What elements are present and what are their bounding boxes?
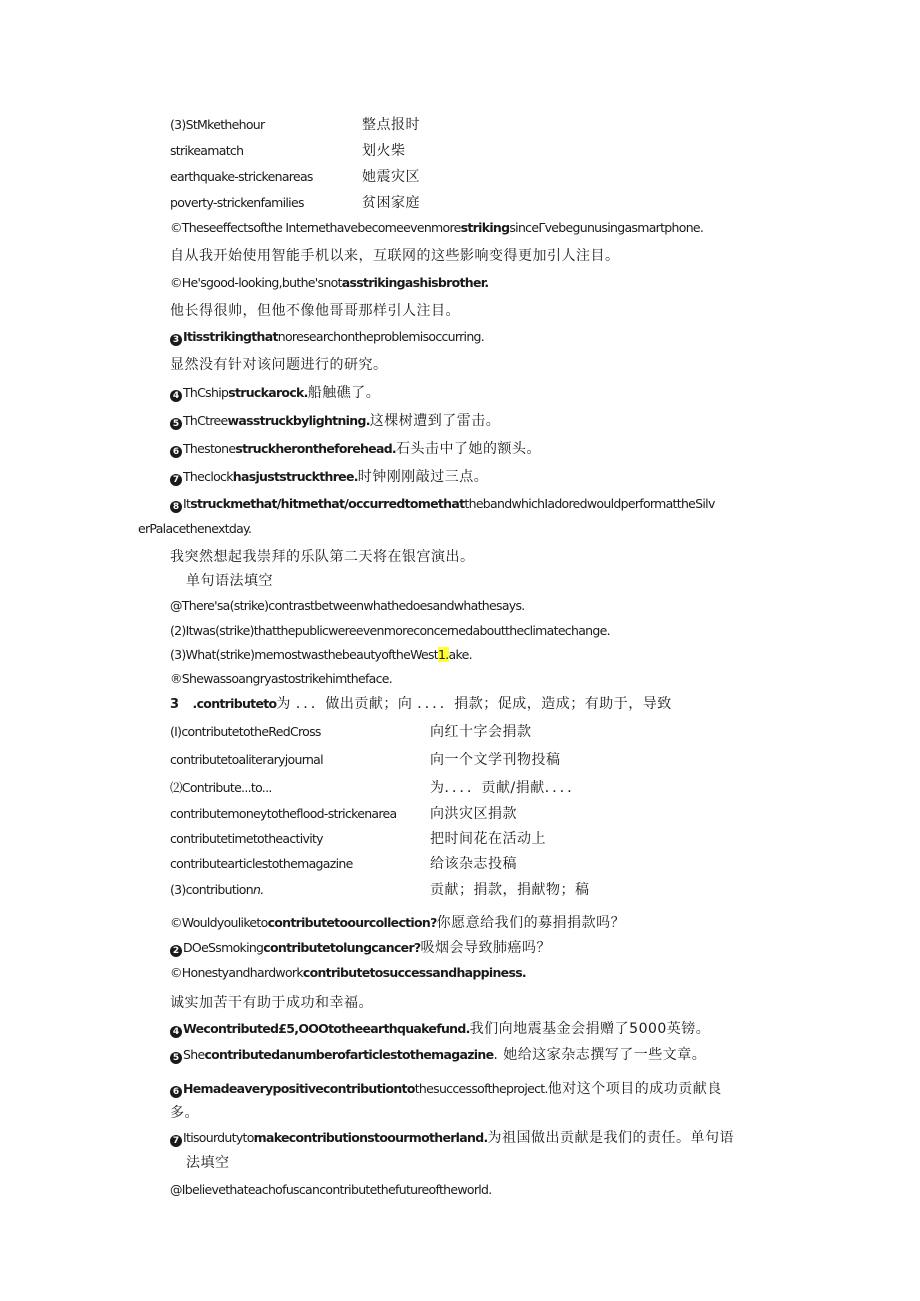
highlight: 1. [438, 647, 449, 662]
example-translation: 我突然想起我崇拜的乐队第二天将在银宫演出。 [170, 549, 475, 565]
example-sentence: 4 ThCshipstruckarock.船触礁了。 [170, 383, 380, 403]
phrase-en: contributetoaliteraryjournal [170, 752, 323, 767]
phrase-zh: 贫困家庭 [362, 195, 420, 211]
phrase-zh: 贡献；捐款，捐献物；稿 [430, 882, 590, 898]
section-3-title: 3 .contributeto为 ．．．做出贡献；向 ．．．．捐款；促成，造成；有助于，导致 [170, 696, 672, 712]
example-translation: 他长得很帅，但他不像他哥哥那样引人注目。 [170, 303, 460, 319]
number-7-icon: 7 [170, 1135, 182, 1147]
phrase-en: poverty-strickenfamilies [170, 195, 304, 210]
example-sentence: 5 ThCtreewasstruckbylightning.这棵树遭到了雷击。 [170, 411, 500, 431]
exercise-item: @There'sa(strike)contrastbetweenwhathedoesandwhathesays. [170, 598, 525, 613]
example-sentence: 4 Wecontributed£5,OOOtotheearthquakefund.我们向地震基金会捐赠了5000英镑。 [170, 1019, 710, 1039]
number-4-icon: 4 [170, 1026, 182, 1038]
phrase-zh: 整点报时 [362, 117, 420, 133]
phrase-en: (3)contributionn. [170, 882, 264, 897]
phrase-zh: 向一个文学刊物投稿 [430, 752, 561, 768]
section-heading: 法填空 [186, 1155, 230, 1171]
phrase-en: (I)contributetotheRedCross [170, 724, 321, 739]
phrase-en: contributearticlestothemagazine [170, 856, 353, 871]
exercise-item: (2)Itwas(strike)thatthepublicwereevenmoreconcernedabouttheclimatechange. [170, 623, 610, 638]
phrase-zh: 向洪灾区捐款 [430, 806, 517, 822]
phrase-en: strikeamatch [170, 143, 244, 158]
example-sentence: 7 Theclockhasjuststruckthree.时钟刚刚敲过三点。 [170, 467, 488, 487]
exercise-item: (3)What(strike)memostwasthebeautyoftheWest1.ake. [170, 647, 472, 662]
number-3-icon: 3 [170, 334, 182, 346]
example-sentence: ©Wouldyouliketocontributetoourcollection?你愿意给我们的募捐捐款吗？ [170, 915, 626, 931]
phrase-en: contributemoneytotheflood-strickenarea [170, 806, 397, 821]
phrase-zh: 向红十字会捐款 [430, 724, 532, 740]
example-sentence-cont: 多。 [170, 1105, 199, 1121]
example-translation: 诚实加苦干有助于成功和幸福。 [170, 995, 373, 1011]
number-8-icon: 8 [170, 501, 182, 513]
example-sentence: ©He'sgood-looking,buthe'snotasstrikingashisbrother. [170, 275, 489, 290]
example-sentence: 6 Thestonestruckherontheforehead.石头击中了她的额头。 [170, 439, 541, 459]
example-translation: 显然没有针对该问题进行的研究。 [170, 357, 388, 373]
example-sentence: 8 Itstruckmethat/hitmethat/occurredtomethatthebandwhichIadoredwouldperformattheSilv [170, 494, 715, 514]
example-sentence-cont: erPalacethenextday. [138, 521, 252, 536]
example-sentence: 2 DOeSsmokingcontributetolungcancer?吸烟会导致肺癌吗？ [170, 938, 551, 958]
number-6-icon: 6 [170, 1086, 182, 1098]
example-translation: 自从我开始使用智能手机以来，互联网的这些影响变得更加引人注目。 [170, 248, 620, 264]
example-sentence: ©Honestyandhardworkcontributetosuccessandhappiness. [170, 965, 526, 980]
example-sentence: ©Theseeffectsofthe InternethavebecomeevenmorestrikingsinceΓvebegunusingasmartphone. [170, 220, 704, 235]
example-sentence: 5 Shecontributedanumberofarticlestothemagazine. 她给这家杂志撰写了一些文章。 [170, 1045, 706, 1065]
phrase-zh: 给该杂志投稿 [430, 856, 517, 872]
phrase-en: earthquake-strickenareas [170, 169, 313, 184]
phrase-zh: 她震灾区 [362, 169, 420, 185]
example-sentence: 6 Hemadeaverypositivecontributiontothesuccessoftheproject.他对这个项目的成功贡献良 [170, 1079, 722, 1099]
number-4-icon: 4 [170, 390, 182, 402]
example-sentence: 7 Itisourdutytomakecontributionstoourmotherland.为祖国做出贡献是我们的责任。单句语 [170, 1128, 734, 1148]
number-5-icon: 5 [170, 1052, 182, 1064]
phrase-zh: 为．．．．贡献/捐献．．．． [430, 780, 582, 796]
exercise-item: @Ibelievethateachofuscancontributethefutureoftheworld. [170, 1182, 492, 1197]
example-sentence: 3 Itisstrikingthatnoresearchontheproblemisoccurring. [170, 327, 484, 347]
number-7-icon: 7 [170, 474, 182, 486]
exercise-item: ®Shewassoangryastostrikehimtheface. [170, 671, 393, 686]
number-5-icon: 5 [170, 418, 182, 430]
phrase-en: (3)StMkethehour [170, 117, 265, 132]
phrase-zh: 划火柴 [362, 143, 406, 159]
phrase-en: ⑵Contribute...to... [170, 780, 272, 795]
phrase-en: contributetimetotheactivity [170, 831, 323, 846]
phrase-zh: 把时间花在活动上 [430, 831, 546, 847]
number-6-icon: 6 [170, 446, 182, 458]
number-2-icon: 2 [170, 945, 182, 957]
section-heading: 单句语法填空 [186, 573, 273, 589]
